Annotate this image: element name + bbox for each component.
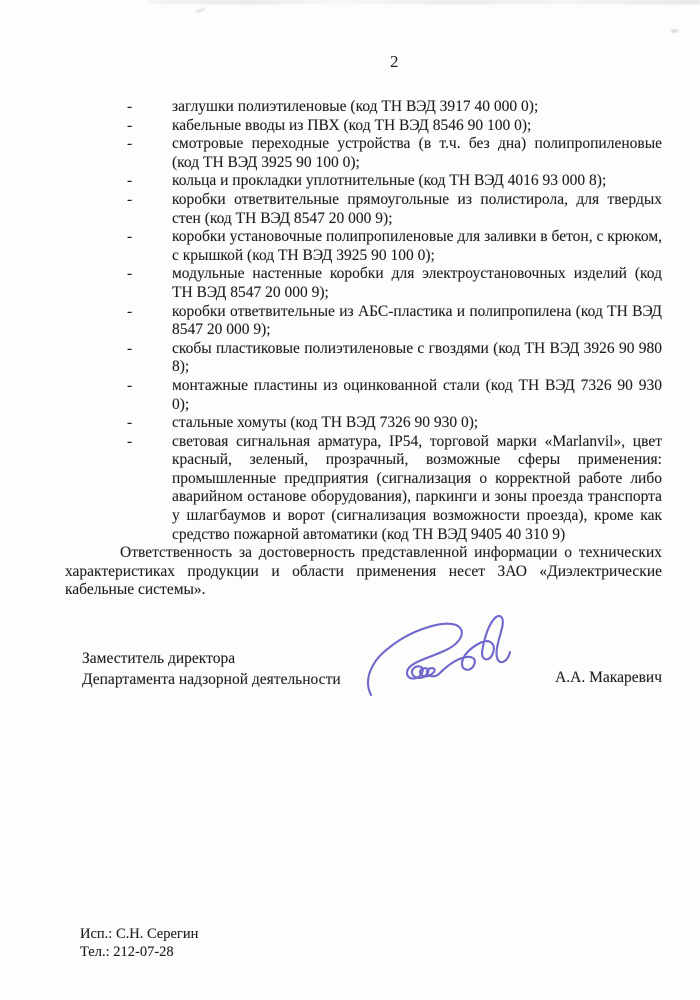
scan-artifact-strip [150,0,700,4]
list-item [65,340,662,377]
page-number: 2 [390,52,399,71]
list-item-bullet: - [127,339,133,357]
list-item-bullet: - [127,414,133,432]
list-item-text: заглушки полиэтиленовые (код ТН ВЭД 3917 40 000 0); [172,98,539,115]
list-item [65,191,662,228]
list-item-text: кабельные вводы из ПВХ (код ТН ВЭД 8546 90 100 0); [172,116,532,134]
list-item [65,135,662,172]
list-item-bullet: - [127,265,133,283]
list-item-text: стальные хомуты (код ТН ВЭД 7326 90 930 0); [172,414,479,432]
list-item [65,377,662,414]
list-item-text: коробки ответвительные из АБС-пластика и полипропилена (код ТН ВЭД 8547 20 000 9); [172,302,662,339]
list-item-text: смотровые переходные устройства (в т.ч. без дна) полипропиленовые (код ТН ВЭД 3925 90 100 0); [172,135,662,171]
list-item [65,117,662,136]
responsibility-paragraph: Ответственность за достоверность представленной информации о технических характеристиках продукции и области применения несет ЗАО «Диэлектрические кабельные системы». [65,544,662,599]
list-item-bullet: - [127,432,133,450]
list-item [65,98,662,117]
list-item-bullet: - [127,172,133,190]
list-item-bullet: - [127,116,133,134]
list-item [65,228,662,265]
list-item-text: монтажные пластины из оцинкованной стали (код ТН ВЭД 7326 90 930 0); [172,376,662,413]
scan-artifact-speck [196,8,205,14]
footer-executor: Исп.: С.Н. Серегин [80,926,199,942]
list-item-text: коробки ответвительные прямоугольные из полистирола, для твердых стен (код ТН ВЭД 8547 20 000 9); [172,190,662,227]
list-item-bullet: - [127,98,133,115]
list-item-text: модульные настенные коробки для электроустановочных изделий (код ТН ВЭД 8547 20 000 9); [172,265,662,301]
goods-list [65,98,662,544]
signer-name: А.А. Макаревич [555,669,662,686]
list-item-text: коробки установочные полипропиленовые для заливки в бетон, с крюком, с крышкой (код ТН ВЭД 3925 90 100 0); [172,228,662,264]
signer-position-line2: Департамента надзорной деятельности [82,671,341,688]
footer [80,925,198,961]
list-item [65,414,662,433]
list-item-bullet: - [127,376,133,394]
list-item-text: скобы пластиковые полиэтиленовые с гвоздями (код ТН ВЭД 3926 90 980 8); [172,339,662,376]
handwritten-signature [363,611,515,709]
signature-stroke [368,616,510,695]
scan-artifact-speck [671,29,678,33]
document-body [65,98,662,600]
list-item-bullet: - [127,135,133,153]
list-item [65,172,662,191]
list-item-bullet: - [127,302,133,320]
footer-phone: Тел.: 212-07-28 [80,944,174,960]
list-item-bullet: - [127,190,133,208]
list-item [65,265,662,302]
list-item-text: световая сигнальная арматура, IP54, торговой марки «Marlanvil», цвет красный, зеленый, прозрачный, возможные сферы применения: промышленные предприятия (сигнализация о корректной работе либо аварийном останове оборудования), паркинги и зоны проезда транспорта у шлагбаумов и ворот (сигнализация возможности проезда), кроме как средство пожарной автоматики (код ТН ВЭД 9405 40 310 9) [172,432,662,543]
list-item [65,433,662,545]
signer-position-line1: Заместитель директора [82,650,236,667]
list-item-text: кольца и прокладки уплотнительные (код ТН ВЭД 4016 93 000 8); [172,172,607,190]
list-item [65,303,662,340]
list-item-bullet: - [127,228,133,246]
